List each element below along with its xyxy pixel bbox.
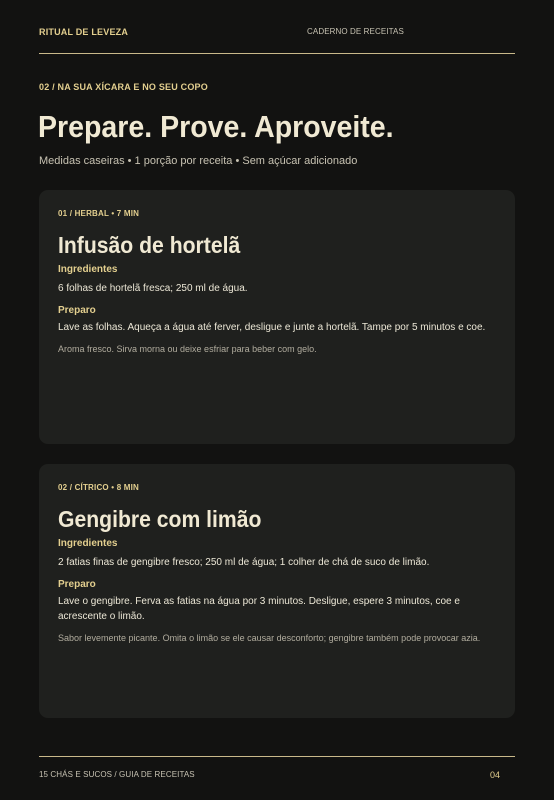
- page-header: [39, 0, 515, 54]
- ingredients-text: 2 fatias finas de gengibre fresco; 250 ml de água; 1 colher de chá de suco de limão.: [58, 557, 430, 568]
- recipe-card-mint-infusion: [39, 190, 515, 444]
- recipe-meta: 01 / HERBAL • 7 MIN: [58, 209, 140, 218]
- method-text: Lave o gengibre. Ferva as fatias na água por 3 minutos. Desligue, espere 3 minutos, coe e acrescente o limão.: [58, 596, 460, 622]
- recipe-title: Infusão de hortelã: [58, 232, 241, 258]
- section-label: 02 / NA SUA XÍCARA E NO SEU COPO: [39, 82, 208, 92]
- page-number: 04: [489, 770, 500, 780]
- recipe-title: Gengibre com limão: [58, 506, 262, 532]
- method-label: Preparo: [58, 579, 96, 590]
- notebook-label: CADERNO DE RECEITAS: [307, 27, 404, 36]
- footer-guide-label: 15 CHÁS E SUCOS / GUIA DE RECEITAS: [39, 770, 195, 779]
- page-title: Prepare. Prove. Aproveite.: [38, 109, 394, 144]
- ingredients-label: Ingredientes: [58, 538, 118, 549]
- page-footer: [39, 756, 515, 780]
- recipe-note: Sabor levemente picante. Omita o limão se ele causar desconforto; gengibre também pode provocar azia.: [58, 633, 481, 643]
- recipe-card-ginger-lemon: [39, 464, 515, 718]
- brand-name: RITUAL DE LEVEZA: [39, 27, 129, 37]
- recipe-note: Aroma fresco. Sirva morna ou deixe esfriar para beber com gelo.: [58, 344, 317, 354]
- method-label: Preparo: [58, 305, 96, 316]
- ingredients-label: Ingredientes: [58, 264, 118, 275]
- method-text: Lave as folhas. Aqueça a água até ferver, desligue e junte a hortelã. Tampe por 5 minutos e coe.: [58, 322, 486, 333]
- page-subtitle: Medidas caseiras • 1 porção por receita • Sem açúcar adicionado: [39, 155, 358, 167]
- ingredients-text: 6 folhas de hortelã fresca; 250 ml de água.: [58, 283, 248, 294]
- recipe-meta: 02 / CÍTRICO • 8 MIN: [58, 483, 140, 492]
